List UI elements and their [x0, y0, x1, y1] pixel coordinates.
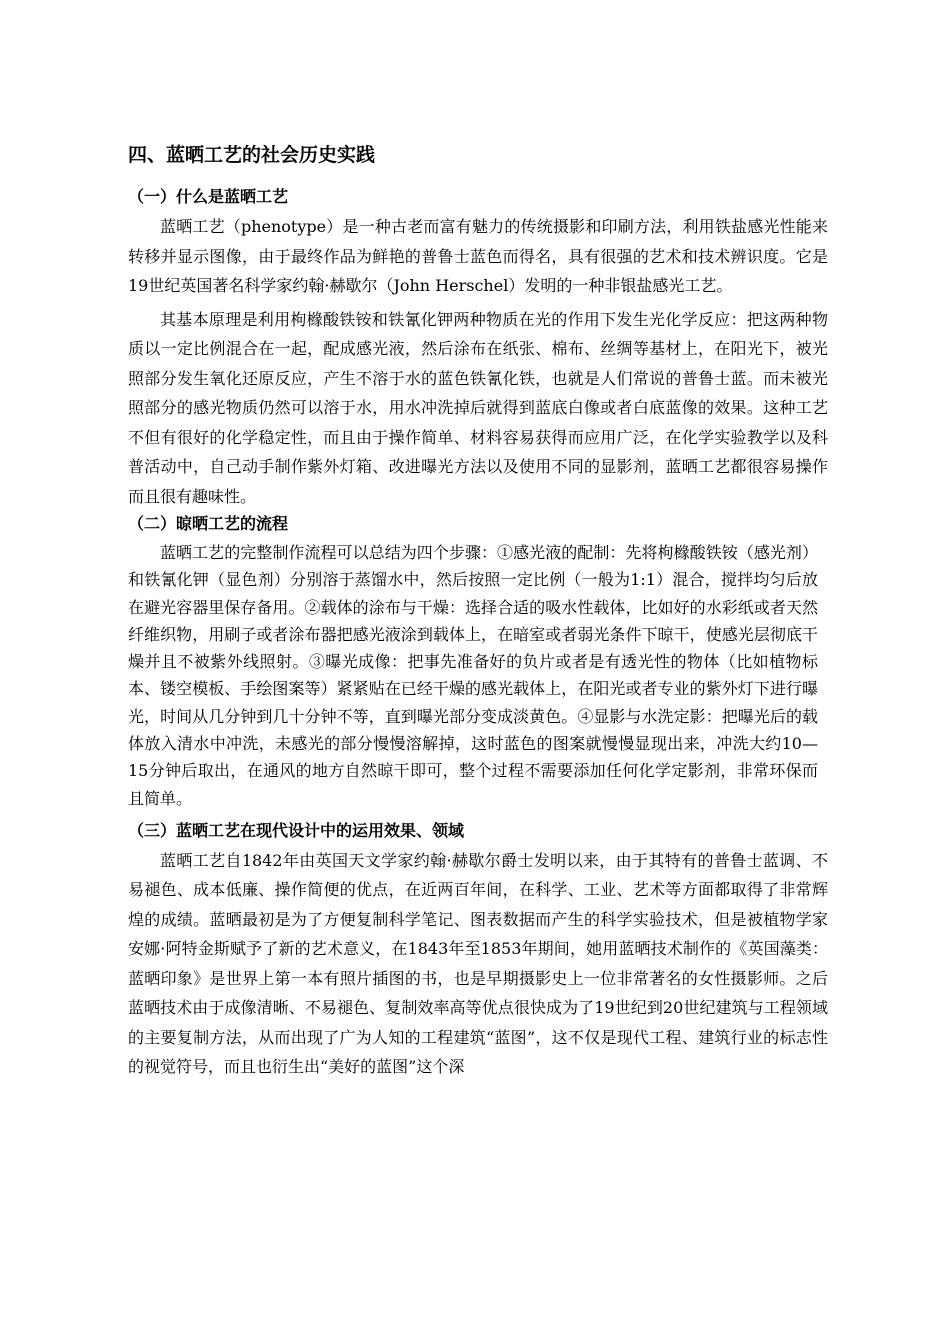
- document-page: [128, 140, 828, 1082]
- paragraph: 蓝晒工艺（phenotype）是一种古老而富有魅力的传统摄影和印刷方法，利用铁盐感光性能来转移并显示图像，由于最终作品为鲜艳的普鲁士蓝色而得名，具有很强的艺术和技术辨识度。它是19世纪英国著名科学家约翰·赫歇尔（John Herschel）发明的一种非银盐感光工艺。: [128, 217, 828, 295]
- paragraph: 其基本原理是利用枸橼酸铁铵和铁氰化钾两种物质在光的作用下发生光化学反应：把这两种物质以一定比例混合在一起，配成感光液，然后涂布在纸张、棉布、丝绸等基材上，在阳光下，被光照部分发生氧化还原反应，产生不溶于水的蓝色铁氰化铁，也就是人们常说的普鲁士蓝。而未被光照部分的感光物质仍然可以溶于水，用水冲洗掉后就得到蓝底白像或者白底蓝像的效果。这种工艺不但有很好的化学稳定性，而且由于操作简单、材料容易获得而应用广泛，在化学实验教学以及科普活动中，自己动手制作紫外灯箱、改进曝光方法以及使用不同的显影剂，蓝晒工艺都很容易操作而且很有趣味性。: [128, 309, 828, 506]
- paragraph: 蓝晒工艺的完整制作流程可以总结为四个步骤：①感光液的配制：先将枸橼酸铁铵（感光剂）和铁氰化钾（显色剂）分别溶于蒸馏水中，然后按照一定比例（一般为1:1）混合，搅拌均匀后放在避光容器里保存备用。②载体的涂布与干燥：选择合适的吸水性载体，比如好的水彩纸或者天然纤维织物，用刷子或者涂布器把感光液涂到载体上，在暗室或者弱光条件下晾干，使感光层彻底干燥并且不被紫外线照射。③曝光成像：把事先准备好的负片或者是有透光性的物体（比如植物标本、镂空模板、手绘图案等）紧紧贴在已经干燥的感光载体上，在阳光或者专业的紫外灯下进行曝光，时间从几分钟到几十分钟不等，直到曝光部分变成淡黄色。④显影与水洗定影：把曝光后的载体放入清水中冲洗，未感光的部分慢慢溶解掉，这时蓝色的图案就慢慢显现出来，冲洗大约10—15分钟后取出，在通风的地方自然晾干即可，整个过程不需要添加任何化学定影剂，非常环保而且简单。: [128, 543, 818, 808]
- section-title: 四、蓝晒工艺的社会历史实践: [128, 144, 376, 166]
- paragraph: 蓝晒工艺自1842年由英国天文学家约翰·赫歇尔爵士发明以来，由于其特有的普鲁士蓝调、不易褪色、成本低廉、操作简便的优点，在近两百年间，在科学、工业、艺术等方面都取得了非常辉煌的成绩。蓝晒最初是为了方便复制科学笔记、图表数据而产生的科学实验技术，但是被植物学家安娜·阿特金斯赋予了新的艺术意义，在1843年至1853年期间，她用蓝晒技术制作的《英国藻类：蓝晒印象》是世界上第一本有照片插图的书，也是早期摄影史上一位非常著名的女性摄影师。之后蓝晒技术由于成像清晰、不易褪色、复制效率高等优点很快成为了19世纪到20世纪建筑与工程领域的主要复制方法，从而出现了广为人知的工程建筑“蓝图”，这不仅是现代工程、建筑行业的标志性的视觉符号，而且也衍生出“美好的蓝图”这个深: [128, 850, 828, 1077]
- subsection-heading-1: （一）什么是蓝晒工艺: [128, 187, 289, 206]
- subsection-heading-3: （三）蓝晒工艺在现代设计中的运用效果、领域: [128, 820, 465, 840]
- subsection-heading-2: （二）晾晒工艺的流程: [128, 514, 289, 533]
